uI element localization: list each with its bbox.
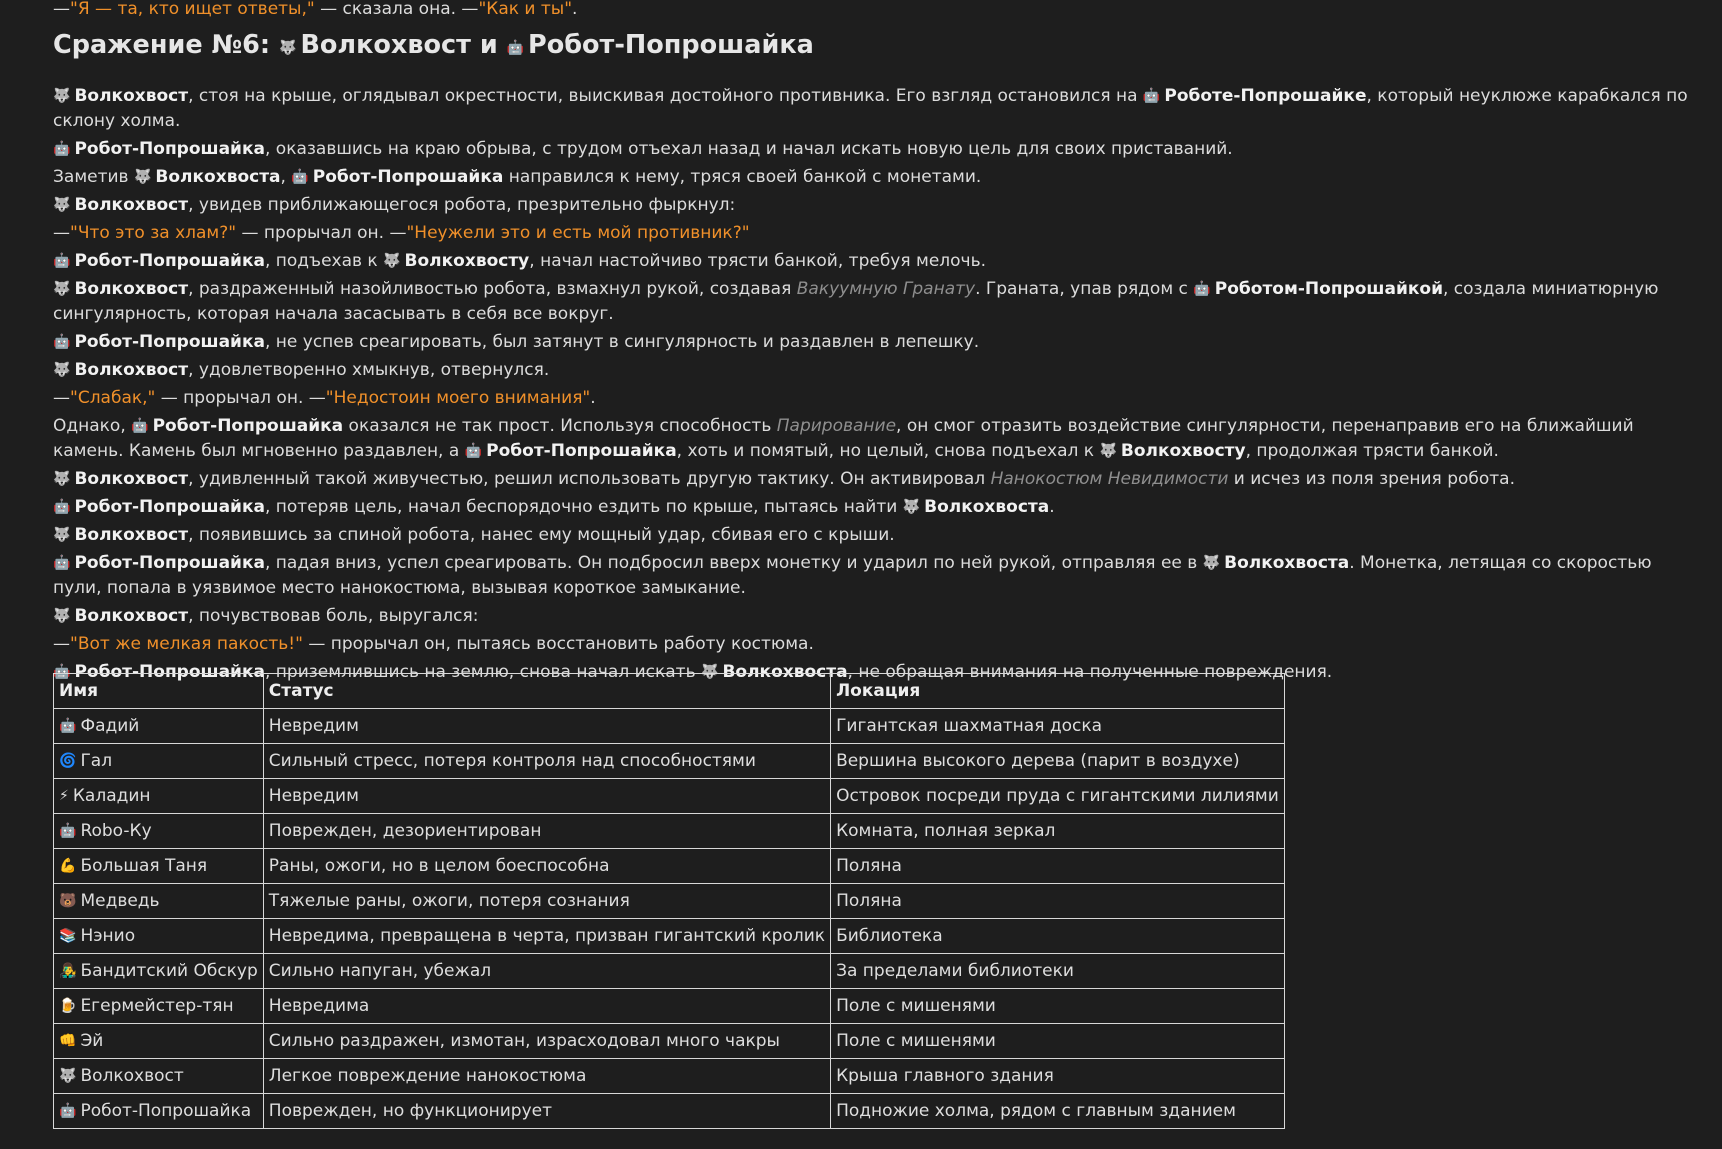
character-name: Большая Таня	[80, 856, 208, 876]
quote: "Недостоин моего внимания"	[325, 388, 591, 408]
cell-location: Гигантская шахматная доска	[831, 709, 1285, 744]
character-icon: 🤖	[59, 718, 77, 734]
robot-icon: 🤖	[1142, 88, 1161, 104]
narration: — сказала она. —	[314, 0, 479, 19]
character-name: Медведь	[80, 891, 160, 911]
table-row	[54, 1024, 1285, 1059]
character-name: Фадий	[80, 716, 140, 736]
cell-location: Библиотека	[831, 919, 1285, 954]
quote: "Неужели это и есть мой противник?"	[406, 223, 750, 243]
cell-location: Вершина высокого дерева (парит в воздухе)	[831, 744, 1285, 779]
narration: — прорычал он, пытаясь восстановить работу костюма.	[302, 634, 814, 654]
header-location: Локация	[831, 674, 1285, 709]
character-name: Егермейстер-тян	[80, 996, 234, 1016]
ability-name: Вакуумную Гранату	[796, 279, 976, 299]
cell-location: Подножие холма, рядом с главным зданием	[831, 1094, 1285, 1129]
wolf-icon: 🐺	[1099, 443, 1117, 459]
heading-prefix: Сражение №6:	[53, 30, 271, 60]
quote: "Я — та, кто ищет ответы,"	[70, 0, 315, 19]
story-paragraph	[53, 467, 1693, 492]
character-name: Нэнио	[80, 926, 136, 946]
story-paragraph	[53, 84, 1693, 134]
story-paragraph	[53, 358, 1693, 383]
header-name: Имя	[54, 674, 264, 709]
robot-icon: 🤖	[53, 141, 71, 157]
battle-story	[53, 84, 1693, 688]
cell-status: Сильно раздражен, измотан, израсходовал много чакры	[263, 1024, 830, 1059]
narration: , продолжая трясти банкой.	[1245, 441, 1499, 461]
character-name: Волкохвост	[74, 195, 189, 215]
cell-status: Легкое повреждение нанокостюма	[263, 1059, 830, 1094]
heading-and: и	[479, 30, 498, 60]
narration: Однако,	[53, 416, 132, 436]
character-name: Волкохвост	[74, 606, 189, 626]
character-name: Эй	[80, 1031, 104, 1051]
wolf-icon: 🐺	[53, 362, 71, 378]
robot-icon: 🤖	[506, 40, 525, 56]
narration: , не успев среагировать, был затянут в сингулярность и раздавлен в лепешку.	[264, 332, 980, 352]
wolf-icon: 🐺	[53, 527, 71, 543]
table-header-row	[54, 674, 1285, 709]
character-name: Волкохвост	[74, 279, 189, 299]
cell-name	[54, 709, 264, 744]
character-name: Волкохвоста	[1224, 553, 1350, 573]
ability-name: Нанокостюм Невидимости	[990, 469, 1229, 489]
cell-status: Поврежден, дезориентирован	[263, 814, 830, 849]
cell-status: Тяжелые раны, ожоги, потеря сознания	[263, 884, 830, 919]
quote: "Слабак,"	[70, 388, 156, 408]
narration: —	[53, 634, 70, 654]
character-name: Волкохвоста	[155, 167, 281, 187]
character-name: Волкохвост	[74, 525, 189, 545]
ability-name: Парирование	[776, 416, 897, 436]
quote: "Вот же мелкая пакость!"	[70, 634, 303, 654]
cell-status: Сильный стресс, потеря контроля над способностями	[263, 744, 830, 779]
cell-name	[54, 779, 264, 814]
table-row	[54, 1059, 1285, 1094]
character-icon: 🤖	[59, 823, 77, 839]
robot-icon: 🤖	[53, 499, 71, 515]
wolf-icon: 🐺	[383, 253, 401, 269]
cell-location: Поляна	[831, 884, 1285, 919]
character-icon: 👨‍🎤	[59, 963, 77, 979]
story-paragraph	[53, 193, 1693, 218]
table-row	[54, 779, 1285, 814]
character-name: Волкохвоста	[722, 662, 848, 682]
narration: — прорычал он. —	[155, 388, 326, 408]
cell-status: Сильно напуган, убежал	[263, 954, 830, 989]
table-row	[54, 954, 1285, 989]
table-row	[54, 1094, 1285, 1129]
wolf-icon: 🐺	[53, 281, 71, 297]
story-paragraph	[53, 604, 1693, 629]
robot-icon: 🤖	[1193, 281, 1211, 297]
narration: , почувствовав боль, выругался:	[188, 606, 479, 626]
character-icon: 🌀	[59, 753, 77, 769]
cell-name	[54, 814, 264, 849]
character-icon: 🤖	[59, 1103, 77, 1119]
narration: , удовлетворенно хмыкнув, отвернулся.	[188, 360, 550, 380]
narration: —	[53, 223, 70, 243]
heading-fighter-2: Робот-Попрошайка	[528, 30, 814, 60]
wolf-icon: 🐺	[53, 197, 71, 213]
robot-icon: 🤖	[53, 555, 71, 571]
character-name: Волкохвоста	[924, 497, 1050, 517]
cell-name	[54, 989, 264, 1024]
table-row	[54, 814, 1285, 849]
character-name: Робот-Попрошайка	[74, 251, 265, 271]
story-paragraph	[53, 523, 1693, 548]
cell-name	[54, 849, 264, 884]
cell-name	[54, 1094, 264, 1129]
character-name: Роботом-Попрошайкой	[1214, 279, 1443, 299]
character-name: Роботе-Попрошайке	[1164, 86, 1367, 106]
table-row	[54, 849, 1285, 884]
table-row	[54, 744, 1285, 779]
quote: "Что это за хлам?"	[70, 223, 237, 243]
table-row	[54, 989, 1285, 1024]
narration: —	[53, 388, 70, 408]
character-icon: 💪	[59, 858, 77, 874]
character-name: Волкохвост	[80, 1066, 184, 1086]
heading-fighter-1: Волкохвост	[300, 30, 471, 60]
cell-name	[54, 884, 264, 919]
cell-status: Раны, ожоги, но в целом боеспособна	[263, 849, 830, 884]
table-body	[54, 709, 1285, 1129]
story-paragraph	[53, 414, 1693, 464]
narration: .	[590, 388, 596, 408]
story-paragraph	[53, 386, 1693, 411]
cell-location: Островок посреди пруда с гигантскими лилиями	[831, 779, 1285, 814]
story-paragraph	[53, 632, 1693, 657]
narration: . Граната, упав рядом с	[975, 279, 1194, 299]
story-paragraph	[53, 165, 1693, 190]
character-name: Бандитский Обскур	[80, 961, 258, 981]
robot-icon: 🤖	[53, 253, 71, 269]
character-name: Робот-Попрошайка	[486, 441, 677, 461]
header-status: Статус	[263, 674, 830, 709]
cell-location: За пределами библиотеки	[831, 954, 1285, 989]
cell-status: Невредима, превращена в черта, призван гигантский кролик	[263, 919, 830, 954]
story-paragraph	[53, 495, 1693, 520]
wolf-icon: 🐺	[902, 499, 921, 515]
cell-name	[54, 1024, 264, 1059]
cell-status: Невредим	[263, 779, 830, 814]
cell-location: Поле с мишенями	[831, 989, 1285, 1024]
robot-icon: 🤖	[464, 443, 483, 459]
story-paragraph	[53, 330, 1693, 355]
character-name: Каладин	[72, 786, 151, 806]
story-paragraph	[53, 551, 1693, 601]
wolf-icon: 🐺	[53, 471, 71, 487]
narration: направился к нему, тряся своей банкой с монетами.	[503, 167, 982, 187]
story-paragraph	[53, 137, 1693, 162]
character-name: Гал	[80, 751, 113, 771]
story-paragraph	[53, 277, 1693, 327]
previous-paragraph	[53, 0, 577, 20]
narration: , потеряв цель, начал беспорядочно ездить по крыше, пытаясь найти	[264, 497, 903, 517]
cell-location: Поле с мишенями	[831, 1024, 1285, 1059]
character-name: Робот-Попрошайка	[74, 553, 265, 573]
character-icon: 📚	[59, 928, 77, 944]
narration: , начал настойчиво трясти банкой, требуя мелочь.	[529, 251, 987, 271]
narration: Заметив	[53, 167, 134, 187]
narration: .	[1049, 497, 1055, 517]
character-icon: ⚡	[59, 788, 69, 804]
cell-name	[54, 954, 264, 989]
narration: , падая вниз, успел среагировать. Он подбросил вверх монетку и ударил по ней рукой, отправляя ее в	[264, 553, 1203, 573]
table-row	[54, 709, 1285, 744]
robot-icon: 🤖	[131, 418, 149, 434]
narration: , не обращая внимания на полученные повреждения.	[847, 662, 1333, 682]
wolf-icon: 🐺	[53, 88, 71, 104]
wolf-icon: 🐺	[53, 608, 71, 624]
table-row	[54, 884, 1285, 919]
narration: и исчез из поля зрения робота.	[1228, 469, 1515, 489]
character-name: Робот-Попрошайка	[74, 139, 265, 159]
wolf-icon: 🐺	[279, 40, 297, 56]
robot-icon: 🤖	[53, 664, 71, 680]
cell-status: Поврежден, но функционирует	[263, 1094, 830, 1129]
story-paragraph	[53, 249, 1693, 274]
character-icon: 🐺	[59, 1068, 77, 1084]
character-name: Волкохвост	[74, 86, 189, 106]
narration: , он смог отразить воздействие сингулярности, перенаправив его на ближайший камень. Камень был мгновенно раздавлен, а	[53, 416, 1634, 461]
narration: ,	[280, 167, 292, 187]
narration: оказался не так прост. Используя способность	[343, 416, 777, 436]
narration: , подъехав к	[264, 251, 384, 271]
character-name: Робот-Попрошайка	[80, 1101, 252, 1121]
narration: , стоя на крыше, оглядывал окрестности, выискивая достойного противника. Его взгляд остановился на	[188, 86, 1143, 106]
punctuation: .	[572, 0, 578, 19]
cell-name	[54, 744, 264, 779]
character-name: Волкохвост	[74, 469, 189, 489]
robot-icon: 🤖	[53, 334, 71, 350]
character-icon: 🐻	[59, 893, 77, 909]
narration: , удивленный такой живучестью, решил использовать другую тактику. Он активировал	[188, 469, 991, 489]
cell-status: Невредим	[263, 709, 830, 744]
wolf-icon: 🐺	[133, 169, 152, 185]
cell-location: Крыша главного здания	[831, 1059, 1285, 1094]
story-paragraph	[53, 221, 1693, 246]
narration: . Монетка, летящая со скоростью пули, попала в уязвимое место нанокостюма, вызывая короткое замыкание.	[53, 553, 1652, 598]
character-name: Волкохвосту	[1120, 441, 1246, 461]
narration: , появившись за спиной робота, нанес ему мощный удар, сбивая его с крыши.	[188, 525, 895, 545]
cell-location: Поляна	[831, 849, 1285, 884]
character-icon: 🍺	[59, 998, 77, 1014]
narration: , приземлившись на землю, снова начал искать	[264, 662, 701, 682]
quote: "Как и ты"	[478, 0, 573, 19]
battle-heading	[53, 30, 814, 60]
narration: , увидев приближающегося робота, презрительно фыркнул:	[188, 195, 736, 215]
character-name: Робот-Попрошайка	[74, 332, 265, 352]
cell-name	[54, 1059, 264, 1094]
character-name: Робот-Попрошайка	[74, 497, 265, 517]
narration: — прорычал он. —	[236, 223, 407, 243]
wolf-icon: 🐺	[1202, 555, 1221, 571]
character-name: Робот-Попрошайка	[74, 662, 265, 682]
robot-icon: 🤖	[291, 169, 309, 185]
cell-name	[54, 919, 264, 954]
narration: , раздраженный назойливостью робота, взмахнул рукой, создавая	[188, 279, 797, 299]
status-table	[53, 673, 1285, 1129]
character-name: Робот-Попрошайка	[152, 416, 344, 436]
character-name: Робот-Попрошайка	[312, 167, 504, 187]
character-name: Волкохвосту	[404, 251, 530, 271]
cell-status: Невредима	[263, 989, 830, 1024]
character-name: Robo-Ку	[80, 821, 152, 841]
narration: , хоть и помятый, но целый, снова подъехал к	[676, 441, 1100, 461]
character-icon: 👊	[59, 1033, 77, 1049]
narration: , который неуклюже карабкался по склону холма.	[53, 86, 1688, 131]
narration: , создала миниатюрную сингулярность, которая начала засасывать в себя все вокруг.	[53, 279, 1659, 324]
dash: —	[53, 0, 70, 19]
wolf-icon: 🐺	[701, 664, 719, 680]
narration: , оказавшись на краю обрыва, с трудом отъехал назад и начал искать новую цель для своих приставаний.	[264, 139, 1233, 159]
character-name: Волкохвост	[74, 360, 189, 380]
table-row	[54, 919, 1285, 954]
cell-location: Комната, полная зеркал	[831, 814, 1285, 849]
